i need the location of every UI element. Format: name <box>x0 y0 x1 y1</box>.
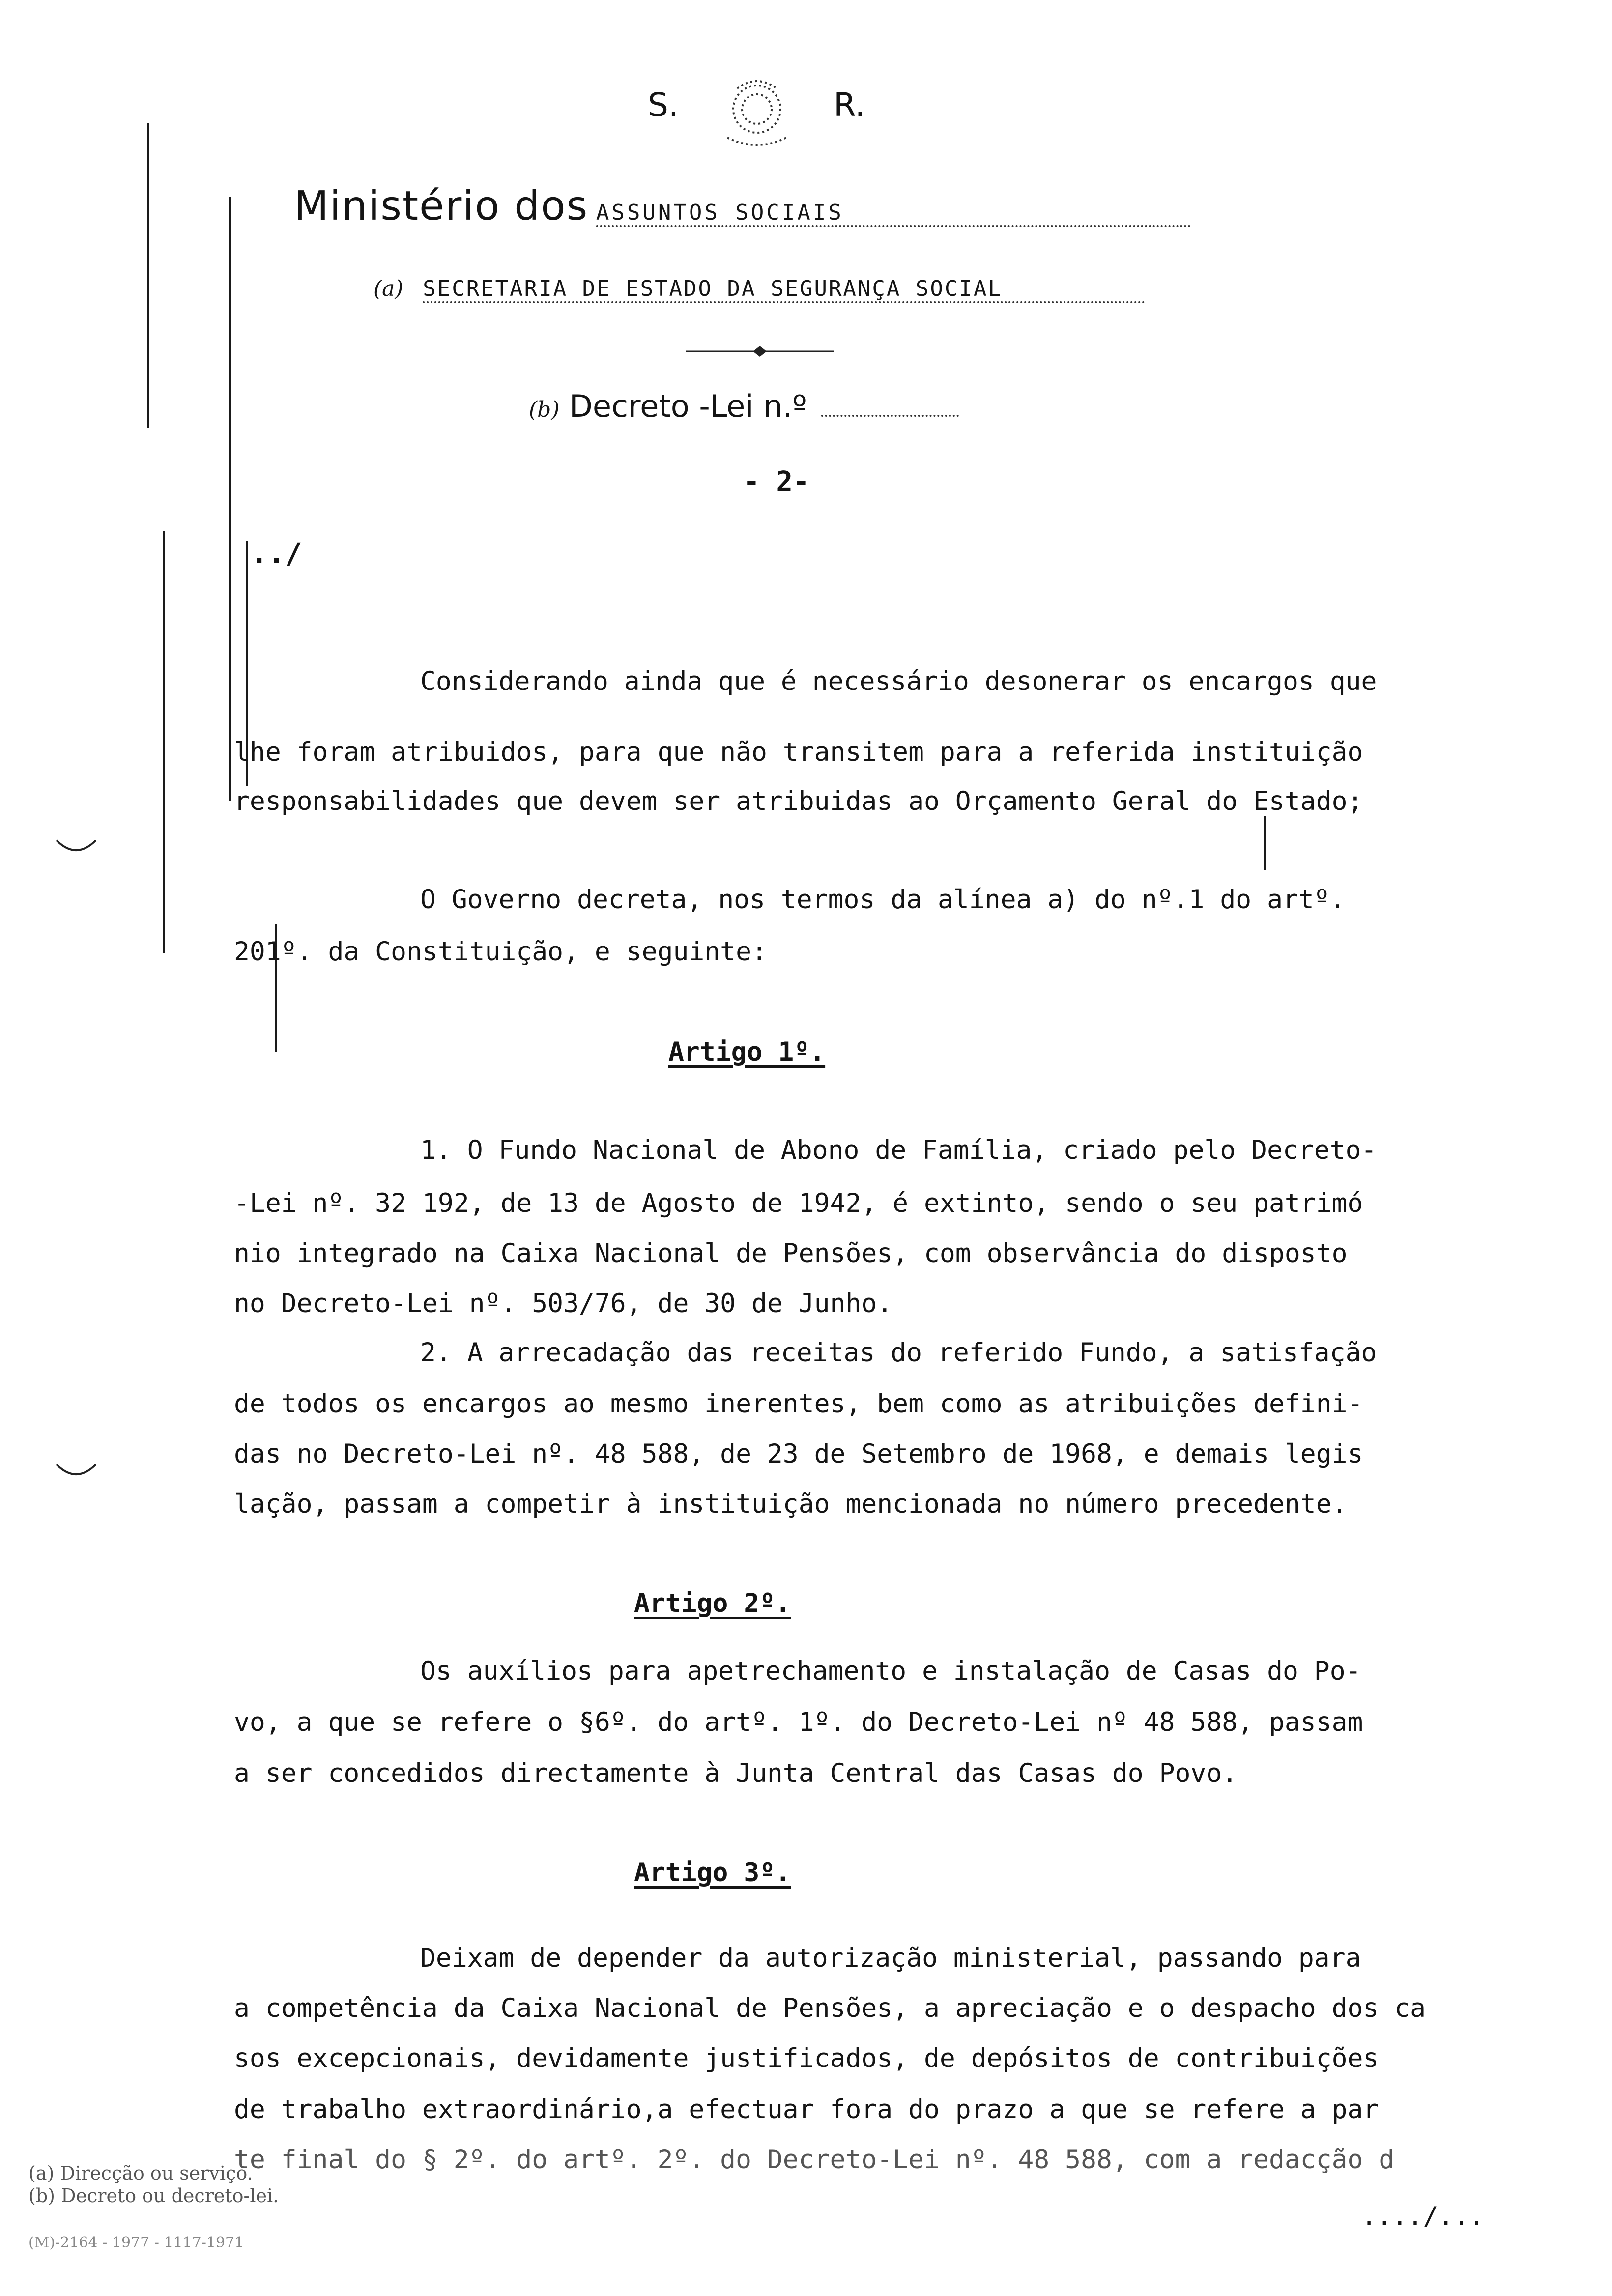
article-1-line: lação, passam a competir à instituição mencionada no número precedente. <box>234 1489 1348 1519</box>
margin-line <box>147 123 149 428</box>
article-1-line: -Lei nº. 32 192, de 13 de Agosto de 1942, é extinto, sendo o seu patrimó <box>234 1188 1363 1218</box>
decree-clause-line: 201º. da Constituição, e seguinte: <box>234 937 767 967</box>
article-3-line: sos excepcionais, devidamente justificados, de depósitos de contribuições <box>234 2043 1379 2073</box>
decree-label: Decreto -Lei n.º <box>569 388 807 424</box>
continuation-mark: ../ <box>251 537 302 570</box>
punch-mark-icon <box>54 835 98 860</box>
secretariat-line <box>374 276 1145 303</box>
article-3-line: de trabalho extraordinário,a efectuar fora do prazo a que se refere a par <box>234 2095 1379 2124</box>
footnote-b: (b) Decreto ou decreto-lei. <box>29 2185 279 2207</box>
article-2-line: vo, a que se refere o §6º. do artº. 1º. do Decreto-Lei nº 48 588, passam <box>234 1707 1363 1737</box>
punch-mark-icon <box>54 1460 98 1484</box>
article-3-line: Deixam de depender da autorização ministerial, passando para <box>420 1943 1361 1973</box>
header-letter-r: R. <box>834 86 865 124</box>
header-letter-s: S. <box>648 86 679 124</box>
article-3-line: a competência da Caixa Nacional de Pensões, a apreciação e o despacho dos ca <box>234 1993 1426 2023</box>
ministry-name-text: ASSUNTOS SOCIAIS <box>596 200 844 225</box>
decree-number-line <box>529 388 959 424</box>
decree-clause-line: O Governo decreta, nos termos da alínea a) do nº.1 do artº. <box>420 885 1346 915</box>
form-code: (M)-2164 - 1977 - 1117-1971 <box>29 2234 244 2251</box>
ministry-name <box>596 200 1191 227</box>
article-1-line: das no Decreto-Lei nº. 48 588, de 23 de Setembro de 1968, e demais legis <box>234 1439 1363 1469</box>
article-1-line: 1. O Fundo Nacional de Abono de Família, criado pelo Decreto- <box>420 1135 1377 1165</box>
preamble-line: lhe foram atribuidos, para que não transitem para a referida instituição <box>234 737 1363 767</box>
article-1-line: nio integrado na Caixa Nacional de Pensões, com observância do disposto <box>234 1238 1348 1268</box>
article-3-title: Artigo 3º. <box>634 1858 791 1888</box>
preamble-line: Considerando ainda que é necessário desonerar os encargos que <box>420 666 1377 696</box>
margin-line <box>163 531 165 953</box>
article-1-line: no Decreto-Lei nº. 503/76, de 30 de Junho. <box>234 1289 893 1319</box>
ornament-divider-icon <box>686 344 834 359</box>
decree-number-blank <box>821 395 959 417</box>
page-number: - 2- <box>743 466 809 498</box>
article-1-line: de todos os encargos ao mesmo inerentes, bem como as atribuições defini- <box>234 1389 1363 1419</box>
note-marker-a: (a) <box>374 276 403 301</box>
coat-of-arms-icon <box>708 74 806 152</box>
margin-line <box>1264 816 1266 870</box>
continuation-footer: ..../... <box>1361 2202 1485 2231</box>
article-3-line: te final do § 2º. do artº. 2º. do Decreto-Lei nº. 48 588, com a redacção d <box>234 2145 1395 2175</box>
footnote-a: (a) Direcção ou serviço. <box>29 2162 253 2184</box>
note-marker-b: (b) <box>529 397 560 422</box>
preamble-line: responsabilidades que devem ser atribuidas ao Orçamento Geral do Estado; <box>234 786 1363 816</box>
margin-line <box>229 197 231 801</box>
article-2-line: a ser concedidos directamente à Junta Central das Casas do Povo. <box>234 1758 1238 1788</box>
ministry-line <box>294 183 1191 230</box>
ministry-prefix: Ministério dos <box>294 183 589 230</box>
article-1-line: 2. A arrecadação das receitas do referido Fundo, a satisfação <box>420 1338 1377 1368</box>
secretariat-name <box>423 276 1145 303</box>
secretariat-text: SECRETARIA DE ESTADO DA SEGURANÇA SOCIAL <box>423 276 1003 301</box>
article-1-title: Artigo 1º. <box>668 1037 826 1067</box>
article-2-line: Os auxílios para apetrechamento e instalação de Casas do Po- <box>420 1656 1361 1686</box>
article-2-title: Artigo 2º. <box>634 1588 791 1618</box>
